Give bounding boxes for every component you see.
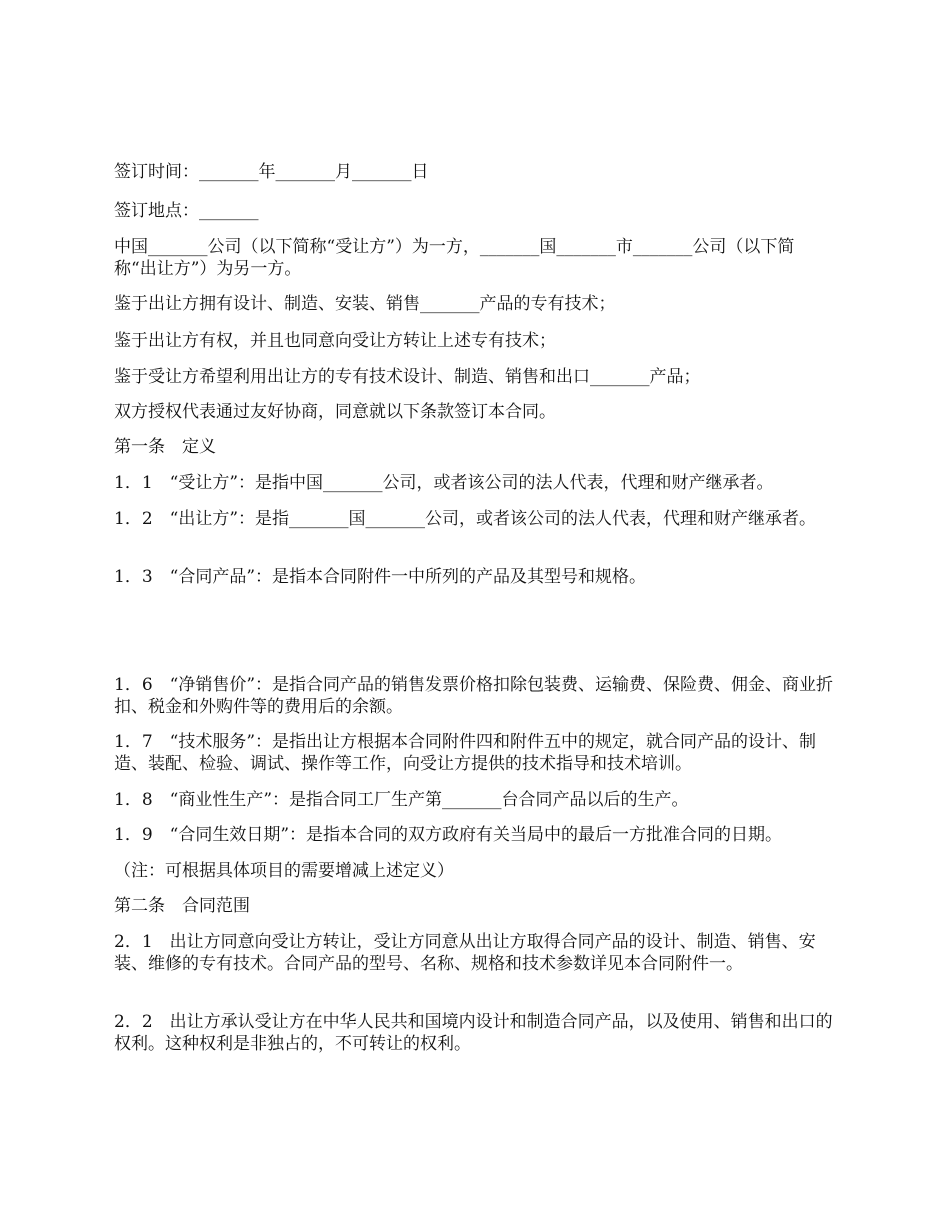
article-1-heading: 第一条 定义 [114,437,216,457]
clause-1-8: 1．8 “商业性生产”：是指合同工厂生产第_______台合同产品以后的生产。 [114,790,689,810]
signing-time: 签订时间：_______年_______月_______日 [114,162,429,182]
clause-1-3: 1．3 “合同产品”：是指本合同附件一中所列的产品及其型号和规格。 [114,567,647,587]
clause-1-1: 1．1 “受让方”：是指中国_______公司，或者该公司的法人代表，代理和财产继承者。 [114,473,774,493]
clause-1-9: 1．9 “合同生效日期”：是指本合同的双方政府有关当局中的最后一方批准合同的日期。 [114,825,783,845]
recital-2: 鉴于出让方有权，并且也同意向受让方转让上述专有技术； [114,331,556,351]
clause-1-6: 1．6 “净销售价”：是指合同产品的销售发票价格扣除包装费、运输费、保险费、佣金、商业折扣、税金和外购件等的费用后的余额。 [114,675,834,717]
clause-2-1: 2．1 出让方同意向受让方转让，受让方同意从出让方取得合同产品的设计、制造、销售、安装、维修的专有技术。合同产品的型号、名称、规格和技术参数详见本合同附件一。 [114,932,816,974]
clause-1-7: 1．7 “技术服务”：是指出让方根据本合同附件四和附件五中的规定，就合同产品的设计、制造、装配、检验、调试、操作等工作，向受让方提供的技术指导和技术培训。 [114,732,817,774]
clause-1-2: 1．2 “出让方”：是指_______国_______公司，或者该公司的法人代表，代理和财产继承者。 [114,509,817,529]
recital-3: 鉴于受让方希望利用出让方的专有技术设计、制造、销售和出口_______产品； [114,367,701,387]
parties-paragraph: 中国_______公司（以下简称“受让方”）为一方，_______国_______市_______公司（以下简称“出让方”）为另一方。 [114,237,795,279]
agreement-statement: 双方授权代表通过友好协商，同意就以下条款签订本合同。 [114,402,556,422]
clause-2-2: 2．2 出让方承认受让方在中华人民共和国境内设计和制造合同产品，以及使用、销售和出口的权利。这种权利是非独占的，不可转让的权利。 [114,1012,833,1054]
recital-1: 鉴于出让方拥有设计、制造、安装、销售_______产品的专有技术； [114,294,616,314]
definitions-note: （注：可根据具体项目的需要增减上述定义） [114,861,454,881]
signing-place: 签订地点：_______ [114,201,259,221]
article-2-heading: 第二条 合同范围 [114,896,250,916]
